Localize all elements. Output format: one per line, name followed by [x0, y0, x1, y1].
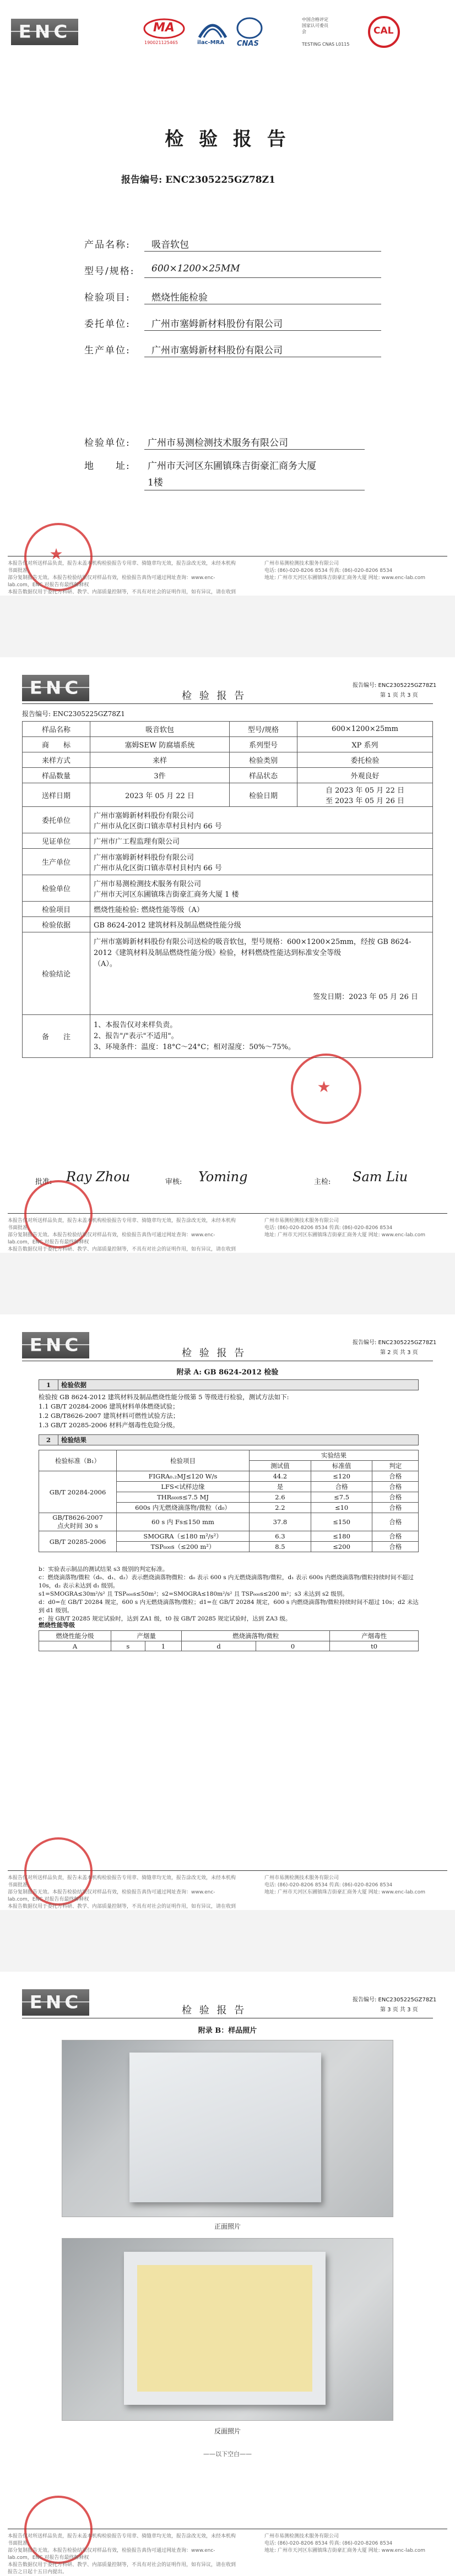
header-report-no: 报告编号: ENC2305225GZ78Z1 — [353, 1340, 437, 1346]
ilac-mra-logo: ilac-MRA — [196, 15, 229, 48]
basis-text: 检验按 GB 8624-2012 建筑材料及制品燃烧性能分级第 5 等级进行检验，测试方法如下: 1.1 GB/T 20284-2006 建筑材料单体燃烧试验； 1.2 GB/T8626-2007 建筑材料可燃性试验方法； 1.3 GB/T 20285-2006 材料产烟毒性危险分级。 — [39, 1393, 289, 1429]
section-basis-header: 1 检验依据 — [39, 1379, 419, 1390]
footer-right: 广州市易测检测技术服务有限公司 电话: (86)-020-8206 8534 传真: (86)-020-8206 8534 地址: 广州市天河区东圃镇珠吉街豪汇商务大厦 网址: www.enc-lab.com — [264, 2534, 426, 2553]
enc-logo: ENC — [22, 675, 89, 701]
summary-table: 样品名称 吸音软包 型号/规格 600×1200×25mm 商 标 塞姆SEW 防腐墙系统 系列型号 XP 系列 来样方式 来样 检验类别 委托检验 样品数量 3件 样品状态 外观良好 送样日期 2023 年 05 月 22 日 检验日期 自 2023 年 05 月 22 日 至 2023 年 05 月 26 日 委托单位 广州市塞姆新材料股份有限公司 广州市从化区街口镇赤草村貝村内 66 号 见证单位 广州市广工程监理有限公司 生产单位 广州市塞姆新材料股份有限公司 广州市从化区街口镇赤草村貝村内 66 号 检验单位 广州市易测检测技术服务有限公司 广州市天河区东圃镇珠吉街豪汇商务大厦 1 楼 检验项目 燃烧性能检验: 燃烧性能等级（A） 检验依据 GB 8624-2012 建筑材料及制品燃烧性能分级 检验结论 广州市塞姆新材料股份有限公司送检的吸音软包，型号规格：600×1200×25mm，经按 GB 8624- 2012《建筑材料及制品燃烧性能分级》检验，材料燃烧性能达到标准安全等级 （A）。 签发日期：2023 年 05 月 26 日 备 注 1、本报告仅对来样负责。 2、报告"/"表示"不适用"。 3、环境条件：温度：18°C～24°C；相对湿度：50%～75%。 — [22, 721, 433, 1058]
header-page-no: 第 2 页 共 3 页 — [380, 1350, 418, 1356]
header-page-no: 第 1 页 共 3 页 — [380, 692, 418, 698]
enc-logo: ENC — [22, 1989, 89, 2016]
cnas-note: 中国合格评定国家认可委员会 — [302, 17, 328, 34]
back-photo — [62, 2238, 393, 2421]
enc-logo: ENC — [22, 1332, 89, 1358]
sign-approve: Ray Zhou — [66, 1169, 131, 1185]
sign-review: Yoming — [198, 1169, 248, 1185]
addr-label: 地 址: — [84, 461, 131, 472]
result-notes: b：实验表示制品的测试结果 s3 级别的判定标准。 c：燃烧滴落物/微粒（d₀、d₁、d₂）表示燃烧滴落物微粒：d₀ 表示 600 s 内无燃烧滴落物/微粒，d₁ 表示 600s 内燃烧滴落物/微粒持续时间不超过 10s，d₂ 表示未达到 d₁ 级别。 s1=SMOGRA≤30m²/s² 且 TSP₆₀₀s≤50m²；s2=SMOGRA≤180m²/s² 且 TSP₆₀₀s≤200 m²；s3 未达到 s2 级别。 d：d0=在 GB/T 20284 规定，600 s 内无燃烧滴落物/微粒；d1=在 GB/T 20284 规定，600 s 内燃烧滴落物/微粒持续时间不超过 10s；d2 未达到 d1 级别。 e：按 GB/T 20285 规定试验时，达到 ZA1 级，t0 按 GB/T 20285 规定试验时，达到 ZA3 级。 — [39, 1566, 419, 1622]
field-label-item: 检验项目: — [84, 292, 131, 303]
footer-left: 本报告仅对所送样品负责，报告未盖本机构检验报告专用章、骑缝章均无效，报告涂改无效，未经本机构书面批准， 部分复制报告无效。本报告检验结果仅对样品有效，检验报告真伪可通过网址查询：www.enc-lab.com，ENC 对报告有最终解释权 本报告数据仅用于委托方科研、教学、内部质量控制等，不具有对社会的证明作用，如有异议，请在收到 — [8, 561, 236, 595]
front-photo — [62, 2040, 393, 2217]
footer-right: 广州市易测检测技术服务有限公司 电话: (86)-020-8206 8534 传真: (86)-020-8206 8534 地址: 广州市天河区东圃镇珠吉街豪汇商务大厦 网址: www.enc-lab.com — [264, 1218, 426, 1238]
cma-logo: MA 190021125465 — [142, 18, 186, 48]
table-row: GB/T 20284-2006 FIGRA₀.₂MJ≤120 W/s 44.2 ≤120 合格 — [39, 1471, 419, 1482]
table-row: 600s 内无燃烧滴落物/微粒（d₀） 2.2 ≤10 合格 — [39, 1503, 419, 1513]
table-row: GB/T 20285-2006 SMOGRA（≤180 m²/s²） 6.3 ≤180 合格 — [39, 1531, 419, 1542]
front-photo-caption: 正面照片 — [214, 2223, 241, 2230]
back-photo-caption: 反面照片 — [214, 2427, 241, 2435]
page-cover — [0, 0, 455, 596]
field-value-product: 吸音软包 — [151, 239, 189, 250]
footer-right: 广州市易测检测技术服务有限公司 电话: (86)-020-8206 8534 传真: (86)-020-8206 8534 地址: 广州市天河区东圃镇珠吉街豪汇商务大厦 网址: www.enc-lab.com — [264, 561, 426, 581]
field-label-producer: 生产单位: — [84, 345, 131, 356]
cover-title: 检 验 报 告 — [165, 128, 290, 150]
header-page-no: 第 3 页 共 3 页 — [380, 2007, 418, 2013]
field-value-model: 600×1200×25MM — [151, 263, 240, 274]
page-summary — [0, 657, 455, 1253]
cnas-logo: CNAS — [236, 15, 296, 54]
page-annex-b — [0, 1972, 455, 2575]
sign-main-label: 主检: — [314, 1178, 331, 1186]
sign-review-label: 审核: — [165, 1178, 182, 1186]
footer-right: 广州市易测检测技术服务有限公司 电话: (86)-020-8206 8534 传真: (86)-020-8206 8534 地址: 广州市天河区东圃镇珠吉街豪汇商务大厦 网址: www.enc-lab.com — [264, 1875, 426, 1895]
field-label-model: 型号/规格: — [84, 266, 135, 277]
header-title: 检 验 报 告 — [182, 1347, 247, 1359]
grade-table: 燃烧性能分级 产烟量 燃烧滴落物/微粒 产烟毒性 A s 1 d 0 t0 — [39, 1630, 419, 1651]
field-label-product: 产品名称: — [84, 239, 131, 250]
header-report-no: 报告编号: ENC2305225GZ78Z1 — [353, 1997, 437, 2003]
cal-logo: CAL — [367, 14, 401, 50]
lab-label: 检验单位: — [84, 438, 131, 449]
cnas-sub: TESTING CNAS L0115 — [302, 42, 350, 47]
report-no: 报告编号: ENC2305225GZ78Z1 — [22, 710, 125, 718]
inspection-seal — [291, 1054, 361, 1124]
field-value-producer: 广州市塞姆新材料股份有限公司 — [151, 345, 283, 356]
enc-logo: ENC — [11, 19, 78, 45]
table-row: LFS<试样边缘 是 合格 合格 — [39, 1482, 419, 1492]
sign-approve-label: 批准: — [35, 1178, 52, 1186]
table-row: TSP₆₀₀s（≤200 m²） 8.5 ≤200 合格 — [39, 1542, 419, 1552]
sign-main: Sam Liu — [353, 1169, 408, 1185]
field-value-client: 广州市塞姆新材料股份有限公司 — [151, 319, 283, 330]
field-value-item: 燃烧性能检验 — [151, 292, 208, 303]
footer-left: 本报告仅对所送样品负责，报告未盖本机构检验报告专用章、骑缝章均无效，报告涂改无效，未经本机构书面批准， 部分复制报告无效。本报告检验结果仅对样品有效，检验报告真伪可通过网址查询：www.enc-lab.com，ENC 对报告有最终解释权 本报告数据仅用于委托方科研、教学、内部质量控制等，不具有对社会的证明作用，如有异议，请在收到 — [8, 1875, 236, 1909]
addr-value-1: 广州市天河区东圃镇珠吉街豪汇商务大厦 — [148, 461, 316, 472]
end-marker: ——以下空白—— — [203, 2451, 252, 2458]
annex-title: 附录 A: GB 8624-2012 检验 — [176, 1368, 279, 1377]
lab-value: 广州市易测检测技术服务有限公司 — [148, 438, 288, 449]
table-row: GB/T8626-2007 点火时间 30 s 60 s 内 Fs≤150 mm 37.8 ≤150 合格 — [39, 1513, 419, 1531]
header-title: 检 验 报 告 — [182, 2005, 247, 2016]
cover-report-no: 报告编号: ENC2305225GZ78Z1 — [121, 174, 275, 185]
header-report-no: 报告编号: ENC2305225GZ78Z1 — [353, 683, 437, 689]
page-annex-a — [0, 1314, 455, 1910]
svg-text:★: ★ — [317, 1078, 331, 1096]
addr-value-2: 1楼 — [148, 477, 163, 488]
svg-text:★: ★ — [49, 545, 63, 563]
grade-title: 燃烧性能等级 — [39, 1622, 75, 1629]
annex-title: 附录 B：样品照片 — [198, 2027, 257, 2035]
header-title: 检 验 报 告 — [182, 690, 247, 702]
results-table: 检验标准（B₁） 检验项目 实验结果 测试值 标准值 判定 GB/T 20284-2006 FIGRA₀.₂MJ≤120 W/s 44.2 ≤120 合格 LFS<试样边缘 是 合格 合格 THR₆₀₀s≤7.5 MJ 2.6 ≤7.5 合格 600s 内无燃烧滴落物/微粒（d₀） 2.2 ≤10 合格 GB/T8626-2007 点火时间 30 s 60 s 内 Fs≤150 mm 37.8 ≤150 合格 GB/T 20285-2006 SMOGRA（≤180 m²/s²） 6.3 ≤180 合格 TSP₆₀₀s（≤200 m²） 8.5 ≤200 合格 — [39, 1450, 419, 1552]
footer-left: 本报告仅对所送样品负责，报告未盖本机构检验报告专用章、骑缝章均无效，报告涂改无效，未经本机构书面批准， 部分复制报告无效。本报告检验结果仅对样品有效，检验报告真伪可通过网址查询：www.enc-lab.com，ENC 对报告有最终解释权 本报告数据仅用于委托方科研、教学、内部质量控制等，不具有对社会的证明作用，如有异议，请在收到 — [8, 1218, 236, 1252]
section-results-header: 2 检验结果 — [39, 1434, 419, 1445]
footer-left: 本报告仅对所送样品负责，报告未盖本机构检验报告专用章、骑缝章均无效，报告涂改无效，未经本机构书面批准， 部分复制报告无效。本报告检验结果仅对样品有效，检验报告真伪可通过网址查询：www.enc-lab.com，ENC 对报告有最终解释权 本报告数据仅用于委托方科研、教学、内部质量控制等，不具有对社会的证明作用，如有异议，请在收到报告之日起十五日内提出。 — [8, 2534, 236, 2575]
field-label-client: 委托单位: — [84, 319, 131, 330]
table-row: THR₆₀₀s≤7.5 MJ 2.6 ≤7.5 合格 — [39, 1492, 419, 1503]
